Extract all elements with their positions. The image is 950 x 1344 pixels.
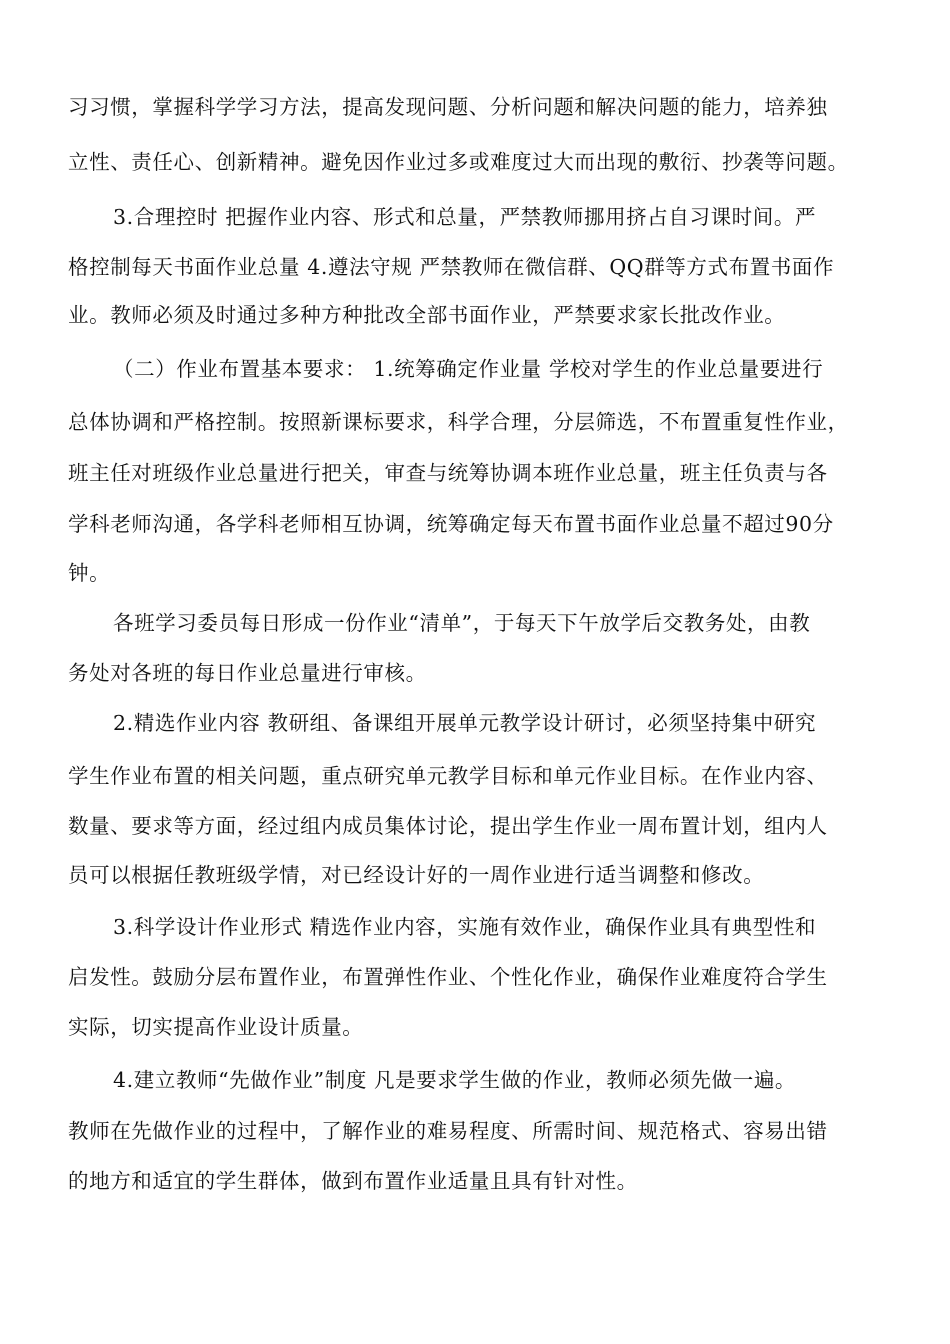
text-line: 实际，切实提高作业设计质量。 (68, 1015, 364, 1039)
text-line: 各班学习委员每日形成一份作业“清单”，于每天下午放学后交教务处，由教 (113, 611, 811, 635)
text-line: 业。教师必须及时通过多种方种批改全部书面作业，严禁要求家长批改作业。 (68, 303, 786, 327)
text-line: 立性、责任心、创新精神。避免因作业过多或难度过大而出现的敷衍、抄袭等问题。 (68, 150, 849, 174)
text-line: 启发性。鼓励分层布置作业，布置弹性作业、个性化作业，确保作业难度符合学生 (68, 965, 828, 989)
text-line: 4.建立教师“先做作业”制度 凡是要求学生做的作业，教师必须先做一遍。 (113, 1068, 797, 1092)
text-line: 的地方和适宜的学生群体，做到布置作业适量且具有针对性。 (68, 1169, 638, 1193)
text-line: 总体协调和严格控制。按照新课标要求，科学合理，分层筛选，不布置重复性作业， (68, 410, 849, 434)
text-line: 钟。 (68, 561, 111, 585)
text-line: 员可以根据任教班级学情，对已经设计好的一周作业进行适当调整和修改。 (68, 863, 765, 887)
text-line: 学生作业布置的相关问题，重点研究单元教学目标和单元作业目标。在作业内容、 (68, 764, 828, 788)
text-line: 习习惯，掌握科学学习方法，提高发现问题、分析问题和解决问题的能力，培养独 (68, 95, 828, 119)
text-line: 务处对各班的每日作业总量进行审核。 (68, 661, 427, 685)
text-line: 3.合理控时 把握作业内容、形式和总量，严禁教师挪用挤占自习课时间。严 (113, 205, 817, 229)
text-line: 教师在先做作业的过程中，了解作业的难易程度、所需时间、规范格式、容易出错 (68, 1119, 828, 1143)
text-line: 3.科学设计作业形式 精选作业内容，实施有效作业，确保作业具有典型性和 (113, 915, 817, 939)
text-line: 学科老师沟通，各学科老师相互协调，统筹确定每天布置书面作业总量不超过90分 (68, 512, 834, 536)
text-line: 班主任对班级作业总量进行把关，审查与统筹协调本班作业总量，班主任负责与各 (68, 461, 828, 485)
text-line: 格控制每天书面作业总量 4.遵法守规 严禁教师在微信群、QQ群等方式布置书面作 (68, 255, 835, 279)
text-line: 数量、要求等方面，经过组内成员集体讨论，提出学生作业一周布置计划，组内人 (68, 814, 828, 838)
text-line: 2.精选作业内容 教研组、备课组开展单元教学设计研讨，必须坚持集中研究 (113, 711, 817, 735)
text-line: （二）作业布置基本要求： 1.统筹确定作业量 学校对学生的作业总量要进行 (113, 357, 824, 381)
